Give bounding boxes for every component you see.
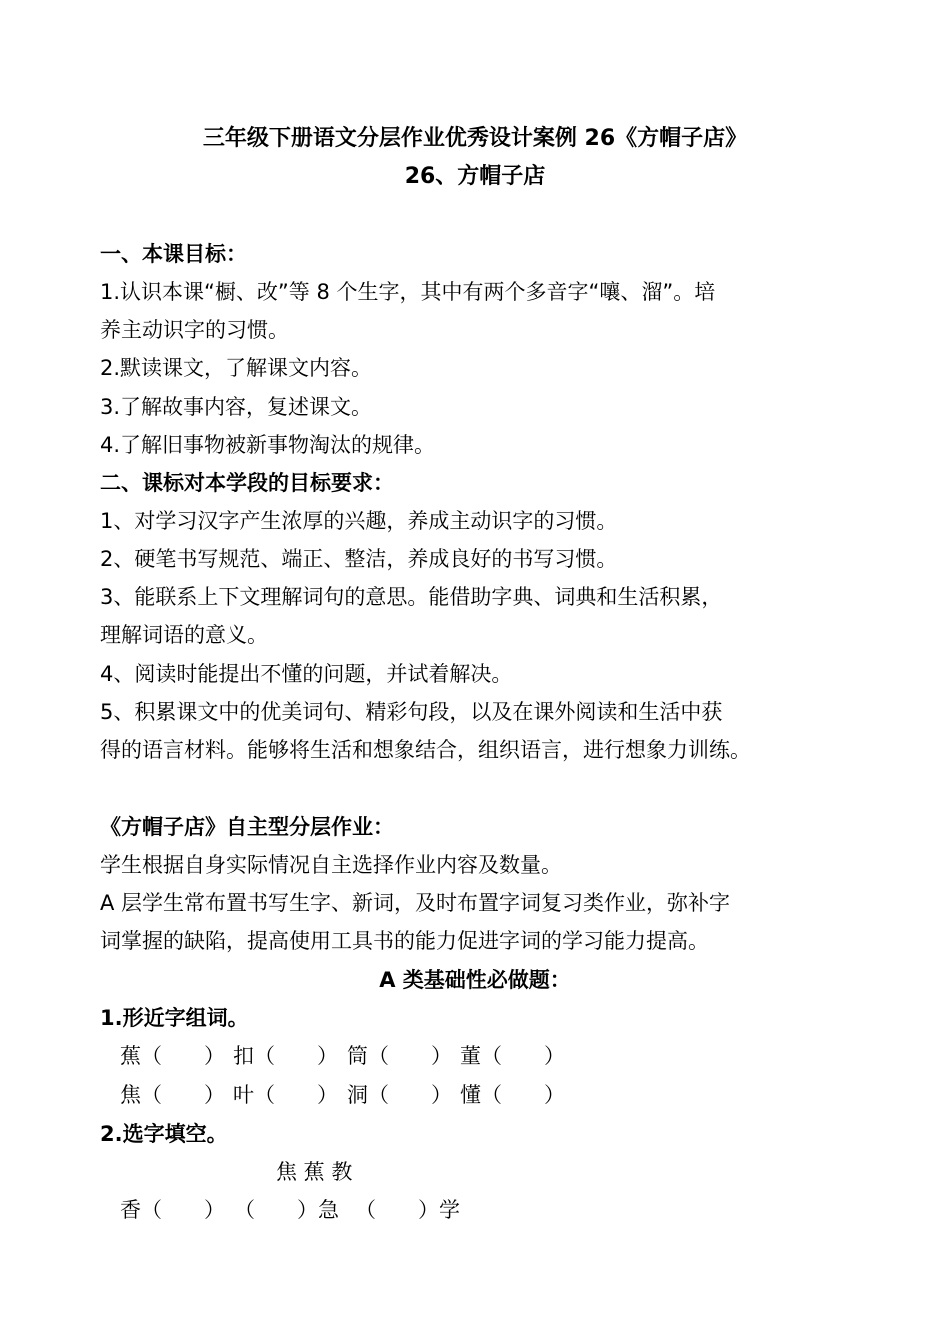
fill-blank: 香（ ） bbox=[120, 1198, 225, 1222]
homework-line: 词掌握的缺陷，提高使用工具书的能力促进字词的学习能力提高。 bbox=[100, 929, 709, 953]
word-group-blank: 叶（ ） bbox=[233, 1083, 338, 1107]
standard-line: 5、积累课文中的优美词句、精彩句段，以及在课外阅读和生活中获 bbox=[100, 700, 723, 724]
word-group-blank: 焦（ ） bbox=[120, 1083, 225, 1107]
choice-characters: 焦 蕉 教 bbox=[276, 1160, 353, 1184]
category-heading: A 类基础性必做题： bbox=[379, 968, 571, 992]
word-group-blank: 洞（ ） bbox=[347, 1083, 452, 1107]
goal-line: 2.默读课文，了解课文内容。 bbox=[100, 356, 373, 380]
question-2-heading: 2.选字填空。 bbox=[100, 1122, 228, 1146]
goal-line: 3.了解故事内容，复述课文。 bbox=[100, 395, 373, 419]
standard-line: 2、硬笔书写规范、端正、整洁，养成良好的书写习惯。 bbox=[100, 547, 618, 571]
section-heading-standards: 二、课标对本学段的目标要求： bbox=[100, 471, 394, 495]
standard-line: 1、对学习汉字产生浓厚的兴趣，养成主动识字的习惯。 bbox=[100, 509, 618, 533]
question-1-heading: 1.形近字组词。 bbox=[100, 1006, 249, 1030]
word-group-blank: 蕉（ ） bbox=[120, 1044, 225, 1068]
document-title: 三年级下册语文分层作业优秀设计案例 26《方帽子店》 bbox=[202, 126, 748, 151]
document-subtitle: 26、方帽子店 bbox=[404, 164, 546, 189]
goal-line: 1.认识本课“橱、改”等 8 个生字，其中有两个多音字“嚷、溜”。培 bbox=[100, 280, 716, 304]
word-group-blank: 扣（ ） bbox=[233, 1044, 338, 1068]
standard-line: 3、能联系上下文理解词句的意思。能借助字典、词典和生活积累， bbox=[100, 585, 723, 609]
homework-line: 学生根据自身实际情况自主选择作业内容及数量。 bbox=[100, 853, 562, 877]
goal-line: 养主动识字的习惯。 bbox=[100, 318, 289, 342]
word-group-blank: 董（ ） bbox=[460, 1044, 565, 1068]
fill-blank: （ ）学 bbox=[355, 1198, 460, 1222]
standard-line: 理解词语的意义。 bbox=[100, 623, 268, 647]
word-group-blank: 懂（ ） bbox=[460, 1083, 565, 1107]
homework-line: A 层学生常布置书写生字、新词，及时布置字词复习类作业，弥补字 bbox=[100, 891, 731, 915]
standard-line: 4、阅读时能提出不懂的问题，并试着解决。 bbox=[100, 662, 513, 686]
word-group-blank: 筒（ ） bbox=[347, 1044, 452, 1068]
section-heading-homework: 《方帽子店》自主型分层作业： bbox=[100, 815, 394, 839]
fill-blank: （ ）急 bbox=[234, 1198, 339, 1222]
standard-line: 得的语言材料。能够将生活和想象结合，组织语言，进行想象力训练。 bbox=[100, 738, 751, 762]
goal-line: 4.了解旧事物被新事物淘汰的规律。 bbox=[100, 433, 436, 457]
section-heading-goals: 一、本课目标： bbox=[100, 242, 247, 266]
